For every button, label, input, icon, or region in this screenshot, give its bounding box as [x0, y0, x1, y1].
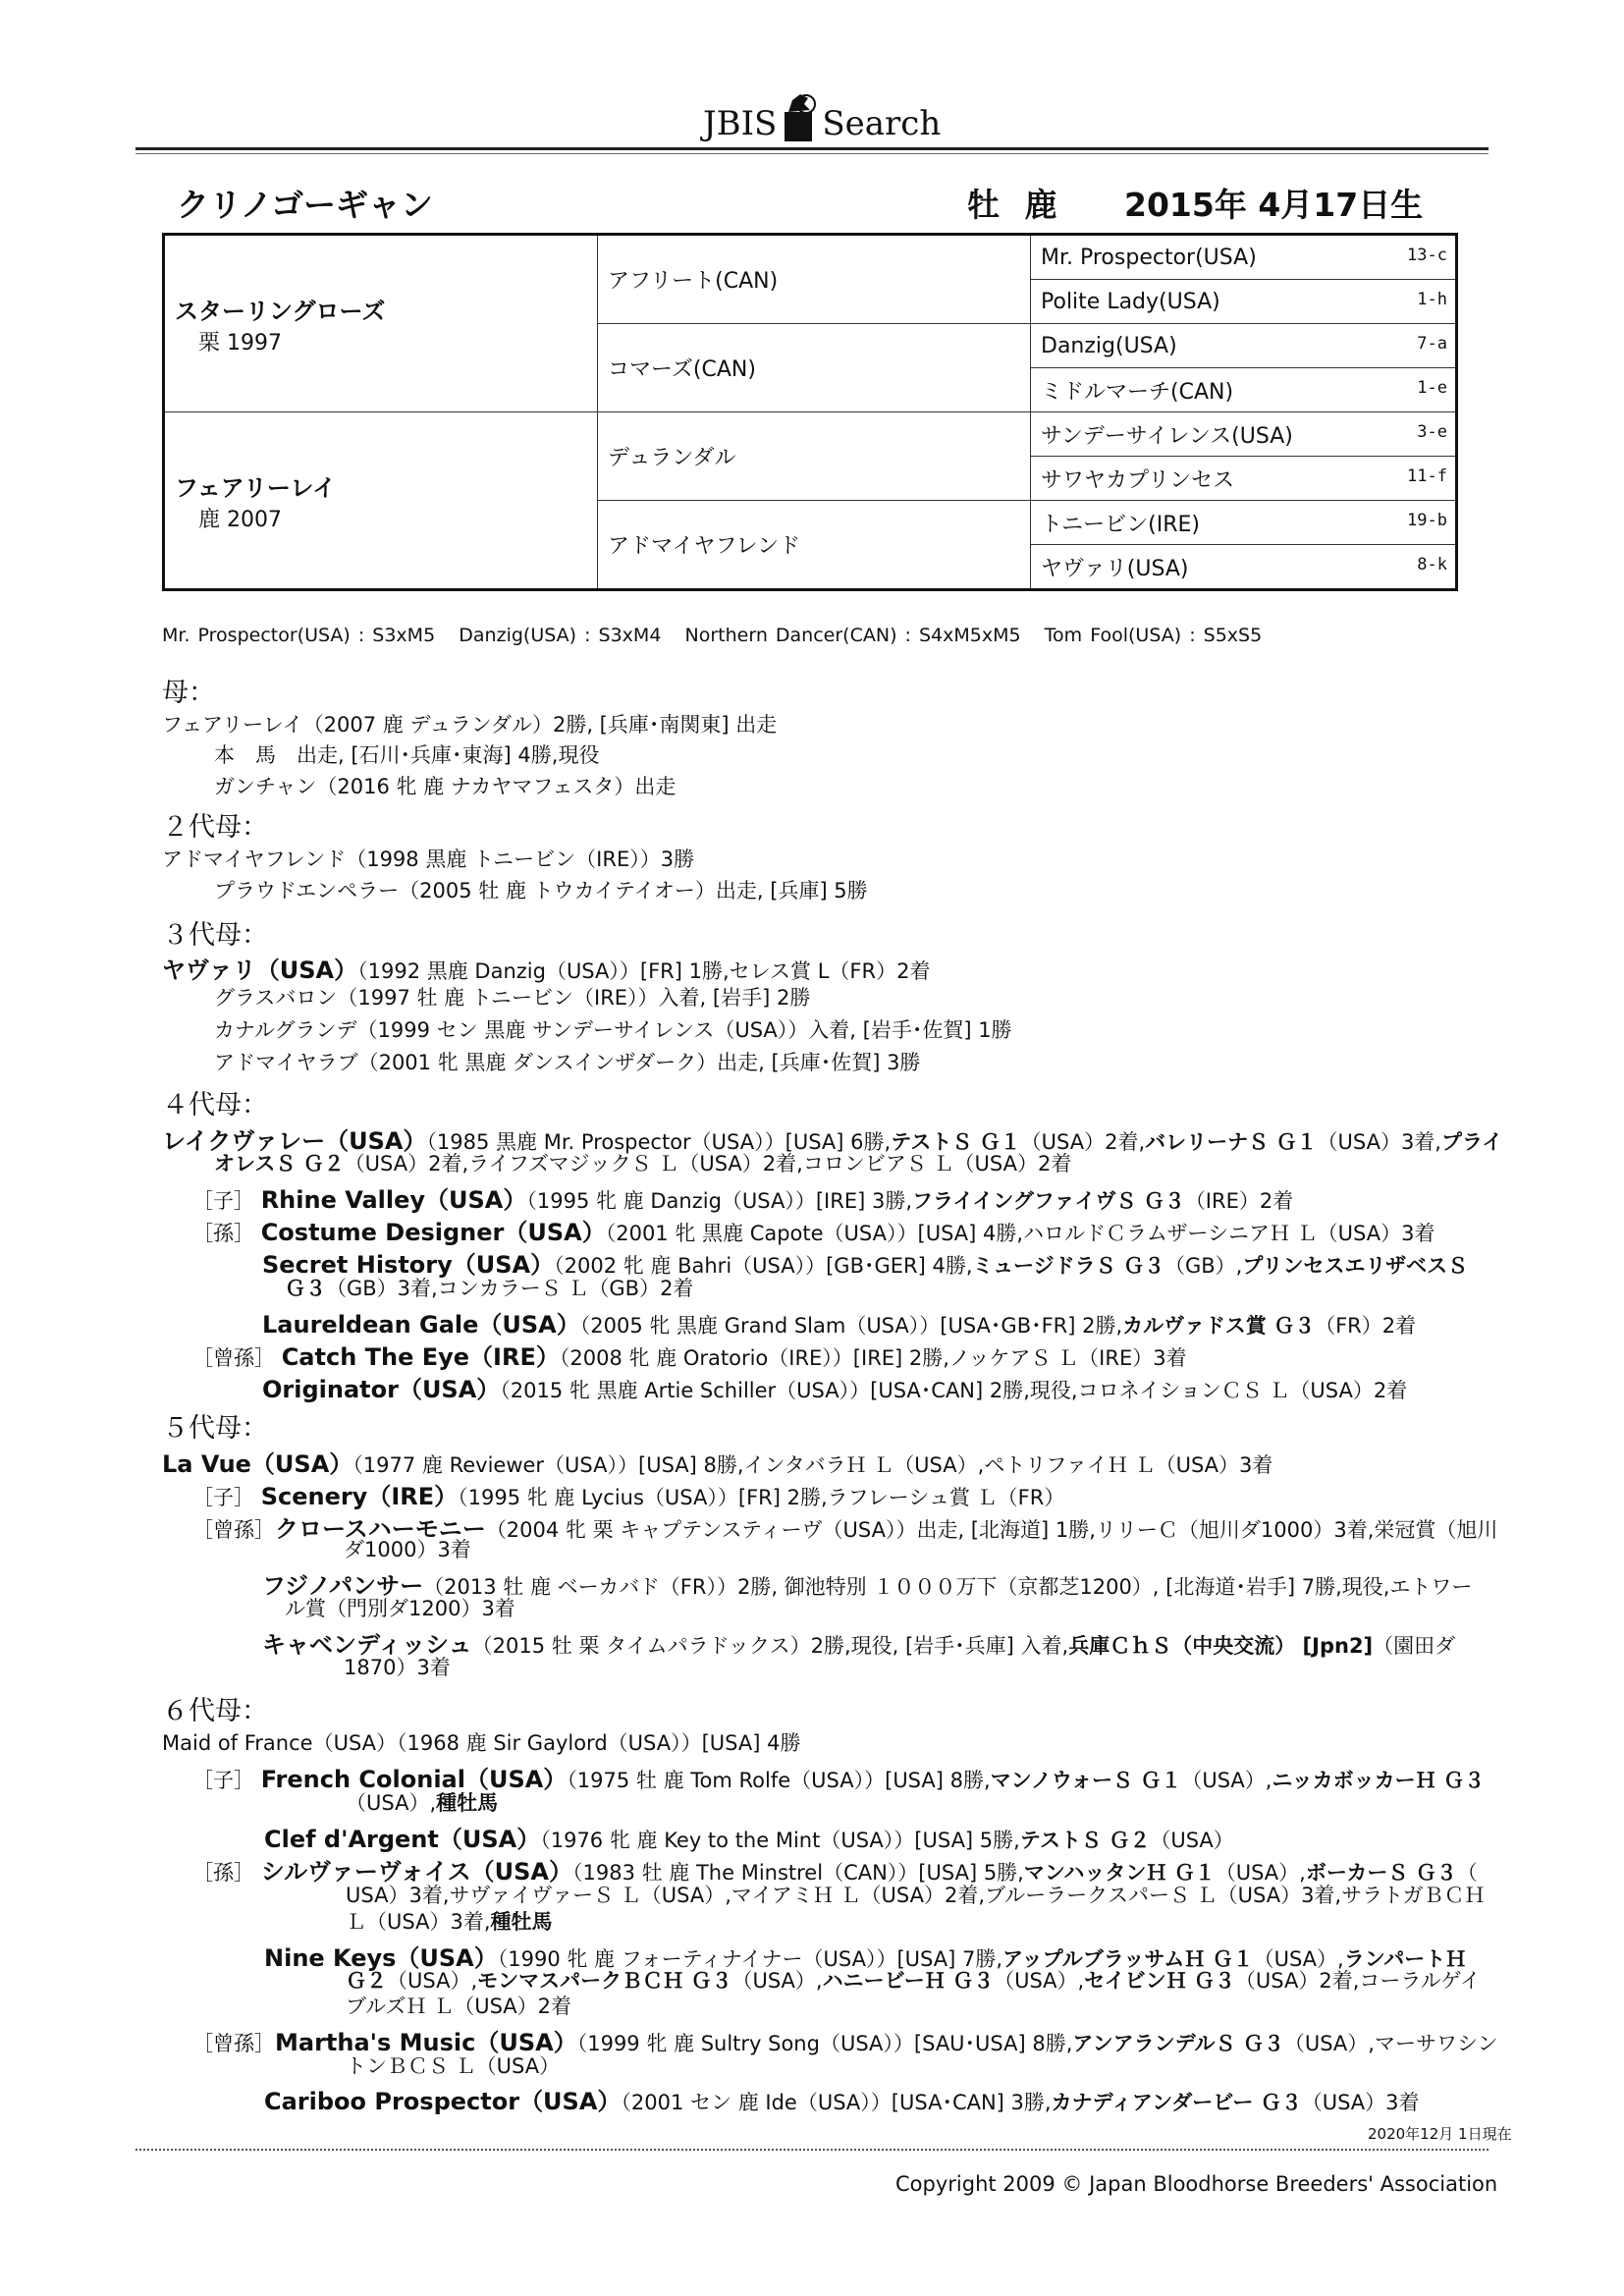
family-line: 本 馬 出走, [石川･兵庫･東海] 4勝,現役: [214, 743, 600, 767]
family-number: 13-c: [1407, 246, 1447, 265]
gg-name: Danzig(USA): [1041, 333, 1177, 358]
family-line: Ｇ２（USA）,モンマスパークＢＣＨ Ｇ３（USA）,ハニービーＨ Ｇ３（USA）,セイビンＨ Ｇ３（USA）2着,コーラルゲイ: [346, 1969, 1481, 1993]
sire-info: 栗 1997: [198, 330, 282, 355]
great-grandparent-cell: [1031, 368, 1457, 412]
family-line: Maid of France（USA）（1968 鹿 Sir Gaylord（USA））[USA] 4勝: [162, 1731, 801, 1755]
gg-name: ヤヴァリ(USA): [1041, 556, 1189, 581]
grandparent-cell: コマーズ(CAN): [598, 324, 1031, 412]
family-number: 1-h: [1417, 290, 1447, 309]
family-line: Ｇ３（GB）3着,コンカラーＳ Ｌ（GB）2着: [285, 1277, 694, 1300]
family-line: 1870）3着: [344, 1656, 451, 1679]
family-line: アドマイヤフレンド（1998 黒鹿 トニービン（IRE））3勝: [162, 847, 695, 871]
family-line: トンＢＣＳ Ｌ（USA）: [346, 2054, 561, 2078]
section-heading-4th-dam: ４代母：: [162, 1090, 268, 1121]
family-line: カナルグランデ（1999 セン 黒鹿 サンデーサイレンス（USA））入着, [岩手･佐賀] 1勝: [214, 1018, 1012, 1042]
copyright-text: Copyright 2009 © Japan Bloodhorse Breeders' Association: [895, 2172, 1498, 2196]
family-line: （USA）,種牡馬: [346, 1791, 499, 1815]
family-number: 7-a: [1417, 334, 1447, 354]
family-line: ［孫］ シルヴァーヴォイス（USA）（1983 牡 鹿 The Minstrel（CAN））[USA] 5勝,マンハッタンＨ Ｇ１（USA）,ボーカーＳ Ｇ３（: [192, 1858, 1478, 1886]
dam-cell: [164, 412, 598, 590]
family-line: ダ1000）3着: [344, 1538, 471, 1561]
jbis-logo: [703, 90, 941, 143]
family-line: オレスＳ Ｇ２（USA）2着,ライフズマジックＳ Ｌ（USA）2着,コロンビアＳ Ｌ（USA）2着: [214, 1152, 1072, 1175]
family-line: ル賞（門別ダ1200）3着: [285, 1597, 515, 1620]
horse-birth-date: 2015年 4月17日生: [1124, 186, 1424, 224]
family-number: 3-e: [1417, 422, 1447, 442]
family-number: 19-b: [1407, 511, 1447, 530]
family-line: Cariboo Prospector（USA）（2001 セン 鹿 Ide（USA））[USA･CAN] 3勝,カナディアンダービー Ｇ３（USA）3着: [264, 2088, 1420, 2115]
family-line: La Vue（USA）（1977 鹿 Reviewer（USA））[USA] 8勝,インタバラＨ Ｌ（USA）,ペトリファイＨ Ｌ（USA）3着: [162, 1450, 1273, 1478]
family-line: ［曾孫］Martha's Music（USA）（1999 牝 鹿 Sultry Song（USA））[SAU･USA] 8勝,アンアランデルＳ Ｇ３（USA）,マーサワシン: [192, 2029, 1498, 2056]
family-line: ガンチャン（2016 牝 鹿 ナカヤマフェスタ）出走: [214, 775, 677, 798]
great-grandparent-cell: [1031, 545, 1457, 590]
family-line: ［曾孫］ Catch The Eye（IRE）（2008 牝 鹿 Oratorio（IRE））[IRE] 2勝,ノッケアＳ Ｌ（IRE）3着: [192, 1343, 1187, 1371]
horse-sex-color: 牡 鹿: [967, 186, 1057, 224]
family-line: ブルズＨ Ｌ（USA）2着: [346, 1995, 572, 2018]
family-line: アドマイヤラブ（2001 牝 黒鹿 ダンスインザダーク）出走, [兵庫･佐賀] 3勝: [214, 1051, 921, 1074]
section-heading-6th-dam: ６代母：: [162, 1696, 268, 1726]
family-line: グラスバロン（1997 牡 鹿 トニービン（IRE））入着, [岩手] 2勝: [214, 986, 811, 1010]
family-line: フェアリーレイ（2007 鹿 デュランダル）2勝, [兵庫･南関東] 出走: [162, 713, 778, 737]
horse-name: クリノゴーギャン: [177, 186, 434, 224]
grandparent-cell: デュランダル: [598, 412, 1031, 501]
footer-rule: [135, 2149, 1489, 2151]
great-grandparent-cell: [1031, 324, 1457, 368]
gg-name: トニービン(IRE): [1041, 512, 1200, 537]
logo-text-right: Search: [822, 104, 942, 143]
section-heading-5th-dam: ５代母：: [162, 1413, 268, 1444]
family-line: ヤヴァリ（USA）（1992 黒鹿 Danzig（USA））[FR] 1勝,セレス賞 L（FR）2着: [162, 957, 931, 984]
family-line: Originator（USA）（2015 牝 黒鹿 Artie Schiller（USA））[USA･CAN] 2勝,現役,コロネイションＣＳ Ｌ（USA）2着: [262, 1376, 1408, 1403]
family-line: ［孫］ Costume Designer（USA）（2001 牝 黒鹿 Capote（USA））[USA] 4勝,ハロルドＣラムザーシニアＨ Ｌ（USA）3着: [192, 1219, 1435, 1246]
family-line: ［曾孫］クロースハーモニー（2004 牝 栗 キャプテンスティーヴ（USA））出走, [北海道] 1勝,リリーＣ（旭川ダ1000）3着,栄冠賞（旭川: [192, 1515, 1498, 1543]
sire-name: スターリングローズ: [175, 297, 386, 325]
gg-name: ミドルマーチ(CAN): [1041, 379, 1234, 405]
family-line: ［子］ French Colonial（USA）（1975 牡 鹿 Tom Rolfe（USA））[USA] 8勝,マンノウォーＳ Ｇ１（USA）,ニッカボッカーＨ Ｇ３: [192, 1766, 1485, 1793]
family-line: Laureldean Gale（USA）（2005 牝 黒鹿 Grand Slam（USA））[USA･GB･FR] 2勝,カルヴァドス賞 Ｇ３（FR）2着: [262, 1311, 1417, 1339]
family-number: 11-f: [1407, 466, 1447, 486]
family-line: ［子］ Scenery（IRE）（1995 牝 鹿 Lycius（USA））[FR] 2勝,ラフレーシュ賞 Ｌ（FR）: [192, 1483, 1065, 1510]
grandparent-cell: アドマイヤフレンド: [598, 501, 1031, 590]
family-line: フジノパンサー（2013 牡 鹿 ベーカバド（FR））2勝, 御池特別 １０００万下（京都芝1200）, [北海道･岩手] 7勝,現役,エトワー: [262, 1572, 1473, 1600]
great-grandparent-cell: [1031, 457, 1457, 501]
header-rule: [135, 147, 1489, 150]
header-rule-thin: [135, 153, 1489, 154]
great-grandparent-cell: [1031, 235, 1457, 280]
section-heading-dam: 母：: [162, 678, 215, 708]
gg-name: サワヤカプリンセス: [1041, 467, 1235, 493]
horse-head-logo-icon: [781, 90, 818, 143]
great-grandparent-cell: [1031, 501, 1457, 545]
section-heading-3rd-dam: ３代母：: [162, 920, 268, 951]
logo-text-left: JBIS: [703, 104, 778, 143]
sire-cell: [164, 235, 598, 412]
great-grandparent-cell: [1031, 280, 1457, 324]
gg-name: Polite Lady(USA): [1041, 289, 1220, 314]
family-line: ［子］ Rhine Valley（USA）（1995 牝 鹿 Danzig（USA））[IRE] 3勝,フライイングファイヴＳ Ｇ３（IRE）2着: [192, 1186, 1294, 1214]
dam-info: 鹿 2007: [198, 507, 282, 532]
family-line: Clef d'Argent（USA）（1976 牝 鹿 Key to the Mint（USA））[USA] 5勝,テストＳ Ｇ２（USA）: [264, 1826, 1234, 1853]
grandparent-cell: アフリート(CAN): [598, 235, 1031, 324]
dam-name: フェアリーレイ: [175, 473, 337, 502]
family-number: 8-k: [1417, 555, 1447, 574]
family-line: キャベンディッシュ（2015 牡 栗 タイムパラドックス）2勝,現役, [岩手･兵庫] 入着,兵庫ＣｈＳ（中央交流） [Jpn2]（園田ダ: [262, 1631, 1456, 1659]
pedigree-table: [162, 233, 1458, 591]
family-line: Secret History（USA）（2002 牝 鹿 Bahri（USA））[GB･GER] 4勝,ミュージドラＳ Ｇ３（GB）,プリンセスエリザベスＳ: [262, 1251, 1469, 1279]
as-of-date: 2020年12月 1日現在: [1368, 2125, 1512, 2143]
family-line: レイクヴァレー（USA）（1985 黒鹿 Mr. Prospector（USA））[USA] 6勝,テストＳ Ｇ１（USA）2着,バレリーナＳ Ｇ１（USA）3着,プライ: [162, 1127, 1503, 1155]
family-line: Nine Keys（USA）（1990 牝 鹿 フォーティナイナー（USA））[USA] 7勝,アップルブラッサムＨ Ｇ１（USA）,ランパートＨ: [264, 1944, 1467, 1972]
great-grandparent-cell: [1031, 412, 1457, 457]
gg-name: Mr. Prospector(USA): [1041, 245, 1257, 270]
family-number: 1-e: [1417, 378, 1447, 398]
gg-name: サンデーサイレンス(USA): [1041, 423, 1293, 449]
family-line: Ｌ（USA）3着,種牡馬: [346, 1910, 553, 1934]
family-line: プラウドエンペラー（2005 牡 鹿 トウカイテイオー）出走, [兵庫] 5勝: [214, 879, 868, 902]
section-heading-2nd-dam: ２代母：: [162, 812, 268, 843]
inbreeding-line: Mr. Prospector(USA) : S3xM5 Danzig(USA) : S3xM4 Northern Dancer(CAN) : S4xM5xM5 Tom Fool(USA) : S5xS5: [162, 625, 1263, 646]
family-line: USA）3着,サヴァイヴァーＳ Ｌ（USA）,マイアミＨ Ｌ（USA）2着,ブルーラークスパーＳ Ｌ（USA）3着,サラトガＢＣＨ: [346, 1884, 1486, 1907]
